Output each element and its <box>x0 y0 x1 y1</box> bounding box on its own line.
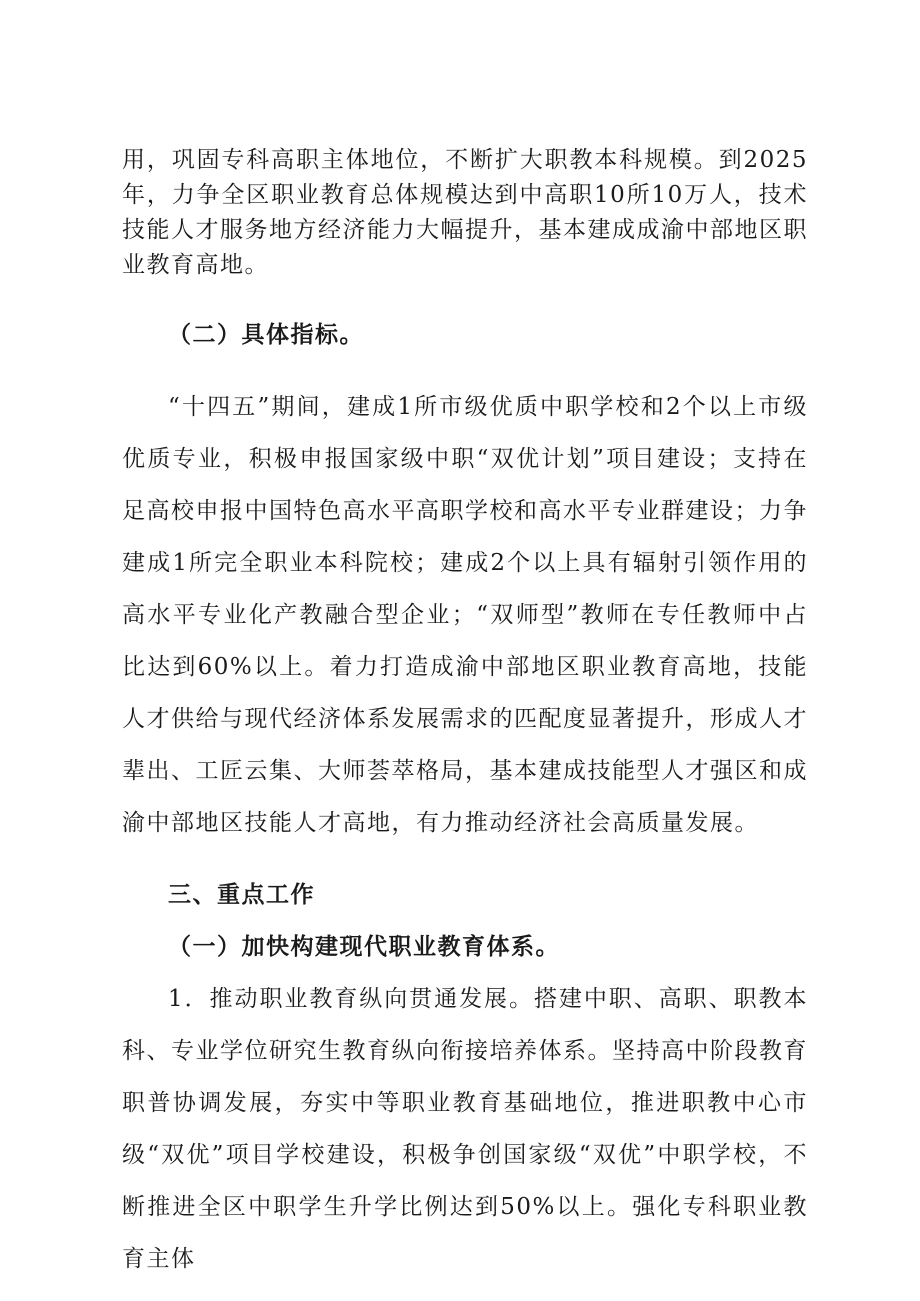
paragraph-vertical-development: 1．推动职业教育纵向贯通发展。搭建中职、高职、职教本科、专业学位研究生教育纵向衔接培养体系。坚持高中阶段教育职普协调发展，夯实中等职业教育基础地位，推进职教中心市级“双优”项目学校建设，积极争创国家级“双优”中职学校，不断推进全区中职学生升学比例达到50%以上。强化专科职业教育主体 <box>122 986 808 1272</box>
heading-specific-indicators: （二）具体指标。 <box>168 321 364 348</box>
paragraph-specific-indicators: “十四五”期间，建成1所市级优质中职学校和2个以上市级优质专业，积极申报国家级中职“双优计划”项目建设；支持在足高校申报中国特色高水平高职学校和高水平专业群建设；力争建成1所完全职业本科院校；建成2个以上具有辐射引领作用的高水平专业化产教融合型企业；“双师型”教师在专任教师中占比达到60%以上。着力打造成渝中部地区职业教育高地，技能人才供给与现代经济体系发展需求的匹配度显著提升，形成人才辈出、工匠云集、大师荟萃格局，基本建成技能型人才强区和成渝中部地区技能人才高地，有力推动经济社会高质量发展。 <box>122 394 808 836</box>
paragraph-goal-continuation: 用，巩固专科高职主体地位，不断扩大职教本科规模。到2025年，力争全区职业教育总体规模达到中高职10所10万人，技术技能人才服务地方经济能力大幅提升，基本建成成渝中部地区职业教育高地。 <box>122 147 808 278</box>
heading-key-work: 三、重点工作 <box>168 881 315 908</box>
heading-modern-vocational-system: （一）加快构建现代职业教育体系。 <box>168 933 560 960</box>
